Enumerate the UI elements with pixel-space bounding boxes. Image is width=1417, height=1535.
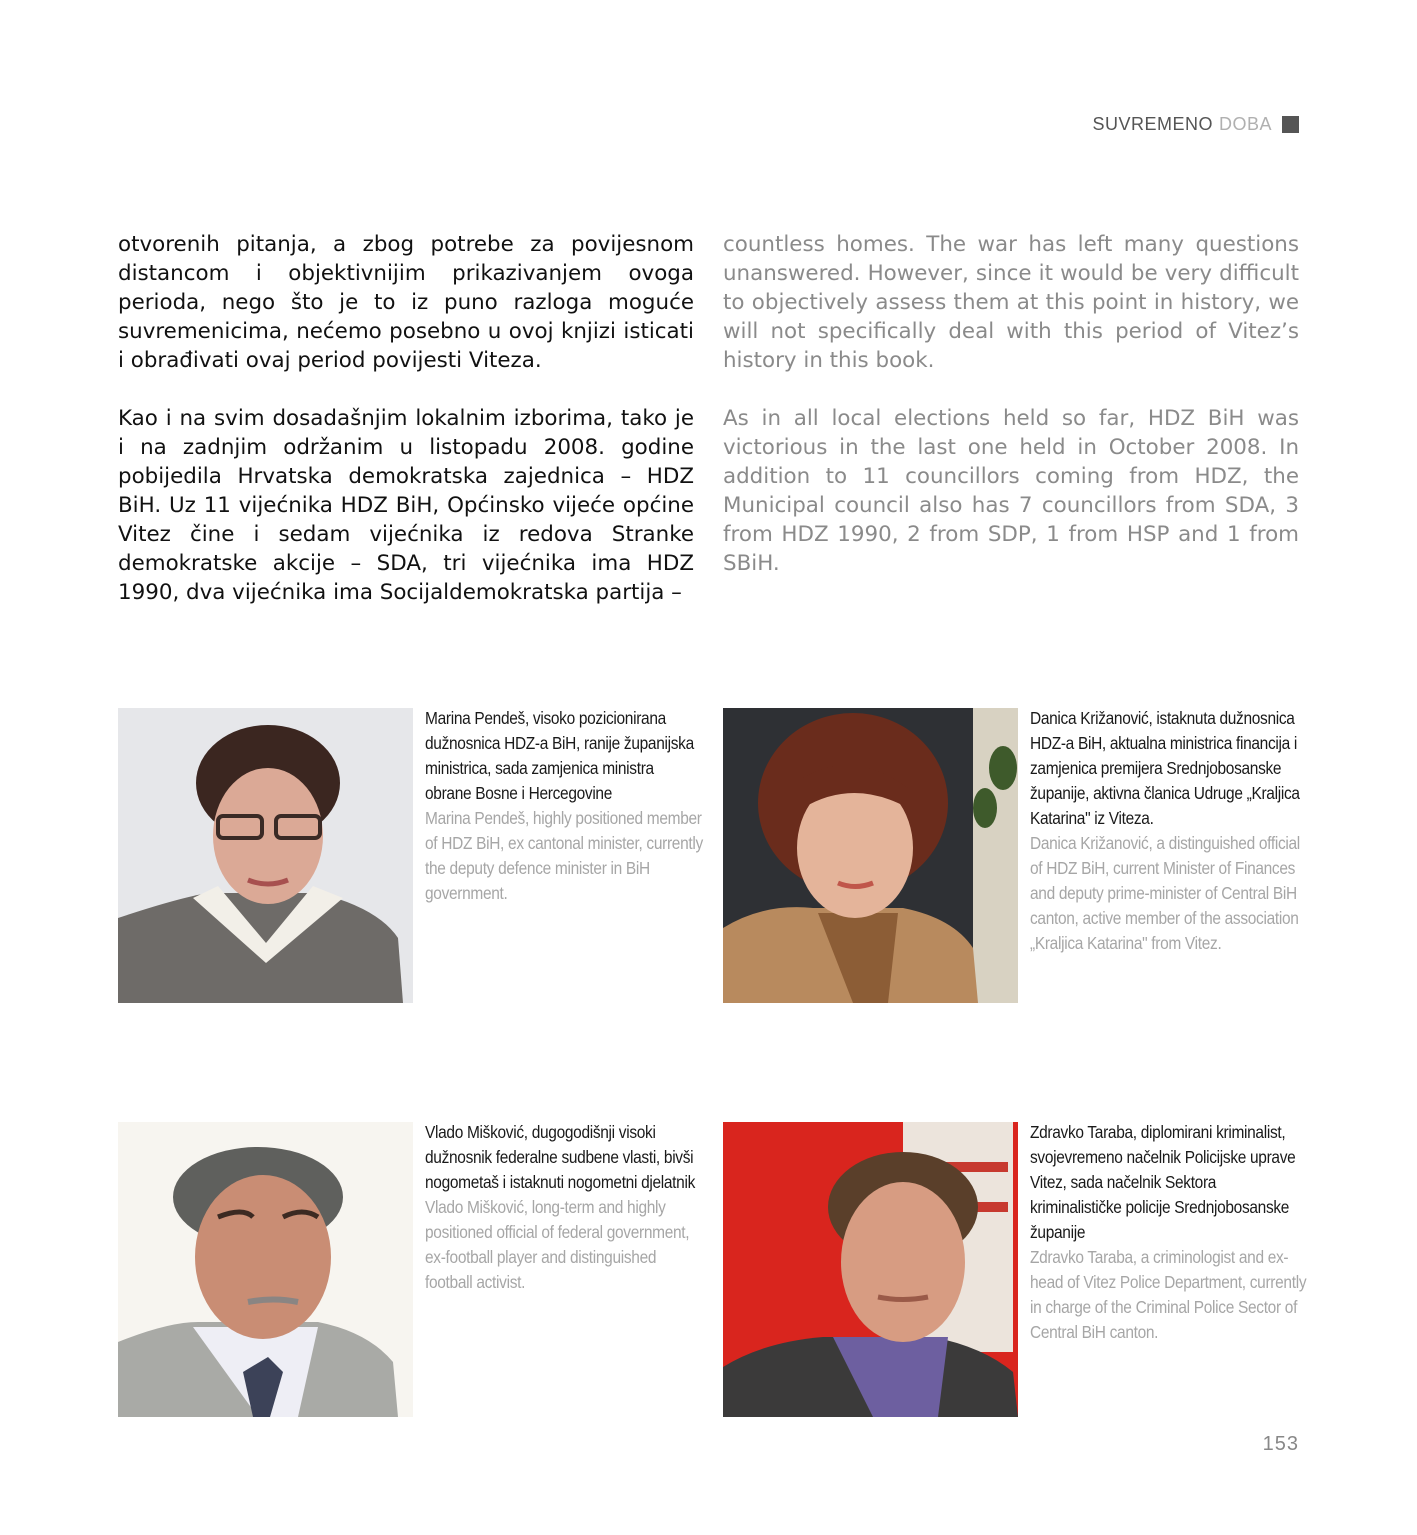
paragraph: otvorenih pitanja, a zbog potrebe za povijesnom distancom i objektivnijim prikazivanjem ovoga perioda, nego što je to iz puno razloga moguće suvremenicima, nećemo posebno u ovoj knjizi isticati i obrađivati ovaj period povijesti Viteza.: [118, 232, 694, 373]
left-column-croatian-text: [118, 230, 694, 636]
caption-english: Danica Križanović, a distinguished official of HDZ BiH, current Minister of Finances and deputy prime-minister of Central BiH canton, active member of the association „Kraljica Katarina" from Vitez.: [1030, 833, 1300, 953]
running-head-part2: DOBA: [1218, 114, 1272, 134]
paragraph: As in all local elections held so far, HDZ BiH was victorious in the last one held in October 2008. In addition to 11 councillors coming from HDZ, the Municipal council also has 7 councillors from SDA, 3 from HDZ 1990, 2 from SDP, 1 from HSP and 1 from SBiH.: [723, 406, 1299, 576]
square-marker-icon: [1282, 116, 1299, 133]
caption-english: Vlado Mišković, long-term and highly positioned official of federal government, ex-football player and distinguished football activist.: [425, 1197, 690, 1292]
running-head-part1: SUVREMENO: [1092, 114, 1213, 134]
portrait-photo-zdravko-taraba: [723, 1122, 1018, 1417]
caption-croatian: Zdravko Taraba, diplomirani kriminalist, svojevremeno načelnik Policijske uprave Vitez, sada načelnik Sektora kriminalističke policije Srednjobosanske županije: [1030, 1122, 1296, 1242]
portrait-photo-vlado-miskovic: [118, 1122, 413, 1417]
caption-croatian: Marina Pendeš, visoko pozicionirana dužnosnica HDZ-a BiH, ranije županijska ministrica, sada zamjenica ministra obrane Bosne i Hercegovine: [425, 708, 694, 803]
portrait-photo-marina-pendes: [118, 708, 413, 1003]
caption-croatian: Danica Križanović, istaknuta dužnosnica HDZ-a BiH, aktualna ministrica financija i zamjenica premijera Srednjobosanske županije, aktivna članica Udruge „Kraljica Katarina" iz Viteza.: [1030, 708, 1300, 828]
portrait-caption: [1030, 1120, 1309, 1345]
paragraph: Kao i na svim dosadašnjim lokalnim izborima, tako je i na zadnjim održanim u listopadu 2008. godine pobijedila Hrvatska demokratska zajednica – HDZ BiH. Uz 11 vijećnika HDZ BiH, Općinsko vijeće općine Vitez čine i sedam vijećnika iz redova Stranke demokratske akcije – SDA, tri vijećnika ima HDZ 1990, dva vijećnika ima Socijaldemokratska partija –: [118, 406, 694, 605]
running-head: [1092, 114, 1299, 135]
caption-croatian: Vlado Mišković, dugogodišnji visoki dužnosnik federalne sudbene vlasti, bivši nogometaš i istaknuti nogometni djelatnik: [425, 1122, 695, 1192]
portrait-caption: [425, 706, 704, 906]
right-column-english-text: [723, 230, 1299, 607]
portrait-caption: [425, 1120, 704, 1295]
caption-english: Marina Pendeš, highly positioned member of HDZ BiH, ex cantonal minister, currently the deputy defence minister in BiH government.: [425, 808, 703, 903]
page-number: 153: [1262, 1433, 1299, 1455]
paragraph: countless homes. The war has left many questions unanswered. However, since it would be very difficult to objectively assess them at this point in history, we will not specifically deal with this period of Vitez’s history in this book.: [723, 232, 1299, 373]
portrait-photo-danica-krizanovic: [723, 708, 1018, 1003]
caption-english: Zdravko Taraba, a criminologist and ex-head of Vitez Police Department, currently in charge of the Criminal Police Sector of Central BiH canton.: [1030, 1247, 1307, 1342]
portrait-caption: [1030, 706, 1309, 956]
